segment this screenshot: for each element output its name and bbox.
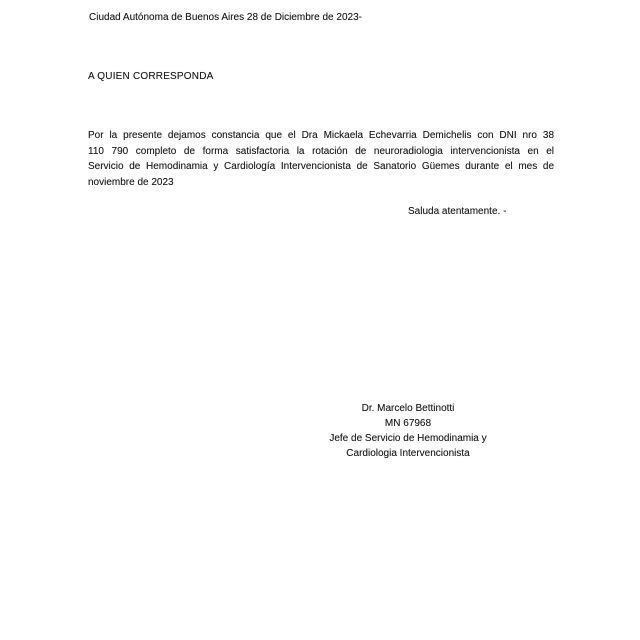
- signatory-title-line-2: Cardiologia Intervencionista: [346, 448, 470, 459]
- signatory-name: Dr. Marcelo Bettinotti: [361, 403, 455, 414]
- body-line-2: 110 790 completo de forma satisfactoria la rotación de neuroradiologia intervencionista en el: [88, 145, 554, 157]
- signatory-title-line-1: Jefe de Servicio de Hemodinamia y: [329, 433, 487, 444]
- signature-block: [308, 401, 508, 461]
- body-paragraph: [88, 128, 554, 190]
- salutation: A QUIEN CORRESPONDA: [88, 71, 214, 82]
- closing-salutation: Saluda atentamente. -: [408, 206, 507, 217]
- date-line: Ciudad Autónoma de Buenos Aires 28 de Diciembre de 2023-: [89, 12, 362, 23]
- body-line-1: Por la presente dejamos constancia que el Dra Mickaela Echevarria Demichelis con DNI nro 38: [88, 130, 554, 141]
- body-line-4: noviembre de 2023: [88, 176, 174, 188]
- body-line-3: Servicio de Hemodinamia y Cardiología Intervencionista de Sanatorio Güemes durante el mes de: [88, 161, 554, 172]
- signatory-registration: MN 67968: [384, 418, 432, 429]
